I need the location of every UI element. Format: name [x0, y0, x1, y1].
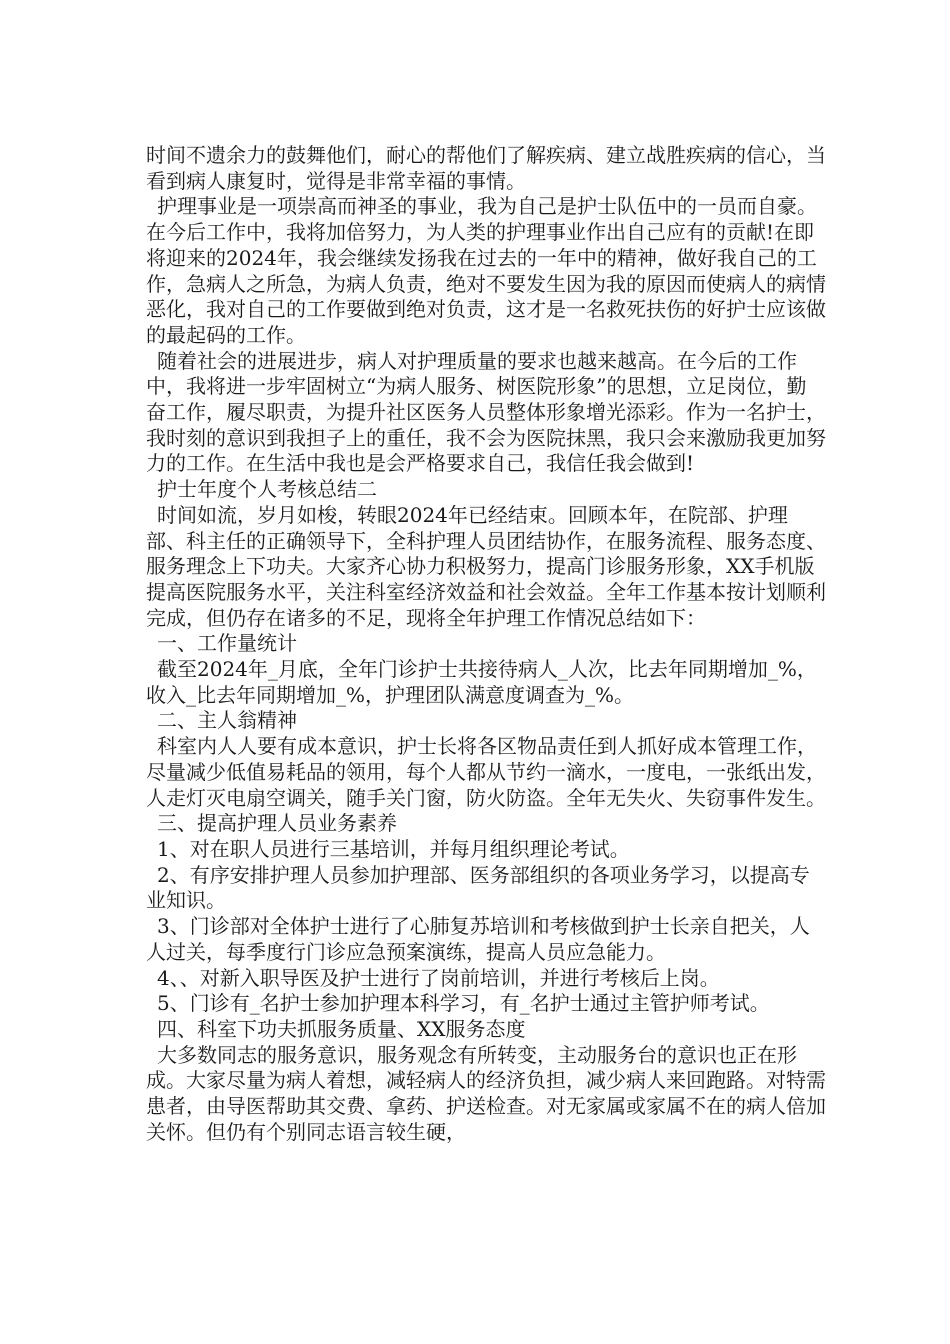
heading-service-quality: 四、科室下功夫抓服务质量、XX服务态度: [157, 1016, 526, 1041]
list-item-new-staff: 4、、对新入职导医及护士进行了岗前培训，并进行考核后上岗。: [157, 965, 720, 990]
section-title-summary-two: 护士年度个人考核总结二: [157, 477, 377, 502]
heading-improve-skills: 三、提高护理人员业务素养: [157, 811, 397, 836]
heading-workload-statistics: 一、工作量统计: [157, 631, 297, 656]
paragraph-social-progress: 随着社会的进展进步，病人对护理质量的要求也越来越高。在今后的工作中，我将进一步牢固树立“为病人服务、树医院形象”的思想，立足岗位，勤奋工作，履尽职责，为提升社区医务人员整体形象增光添彩。作为一名护士，我时刻的意识到我担子上的重任，我不会为医院抹黑，我只会来激励我更加努力的工作。在生活中我也是会严格要求自己，我信任我会做到!: [146, 348, 826, 476]
list-item-study: 2、有序安排护理人员参加护理部、医务部组织的各项业务学习，以提高专业知识。: [146, 862, 810, 913]
list-item-cpr: 3、门诊部对全体护士进行了心肺复苏培训和考核做到护士长亲自把关，人人过关，每季度行门诊应急预案演练，提高人员应急能力。: [146, 914, 810, 964]
document-body: [146, 143, 826, 1145]
list-item-training: 1、对在职人员进行三基培训，并每月组织理论考试。: [157, 836, 630, 861]
paragraph-year-review: 时间如流，岁月如梭，转眼2024年已经结束。回顾本年，在院部、护理部、科主任的正确领导下，全科护理人员团结协作，在服务流程、服务态度、服务理念上下功夫。大家齐心协力积极努力，提高门诊服务形象，XX手机版提高医院服务水平，关注科室经济效益和社会效益。全年工作基本按计划顺利完成，但仍存在诸多的不足，现将全年护理工作情况总结如下：: [146, 502, 826, 630]
paragraph-continuation: 时间不遗余力的鼓舞他们，耐心的帮他们了解疾病、建立战胜疾病的信心，当看到病人康复时，觉得是非常幸福的事情。: [146, 143, 826, 193]
paragraph-service-attitude: 大多数同志的服务意识，服务观念有所转变，主动服务台的意识也正在形成。大家尽量为病人着想，减轻病人的经济负担，减少病人来回跑路。对特需患者，由导医帮助其交费、拿药、护送检查。对无家属或家属不在的病人倍加关怀。但仍有个别同志语言较生硬，: [146, 1042, 826, 1144]
list-item-degree: 5、门诊有_名护士参加护理本科学习，有_名护士通过主管护师考试。: [157, 991, 770, 1016]
paragraph-cost-awareness: 科室内人人要有成本意识，护士长将各区物品责任到人抓好成本管理工作，尽量减少低值易耗品的领用，每个人都从节约一滴水，一度电，一张纸出发，人走灯灭电扇空调关，随手关门窗，防火防盗。全年无失火、失窃事件发生。: [146, 734, 826, 810]
paragraph-workload: 截至2024年_月底，全年门诊护士共接待病人_人次，比去年同期增加_%，收入_比去年同期增加_%，护理团队满意度调查为_%。: [146, 657, 817, 707]
paragraph-nursing-career: 护理事业是一项崇高而神圣的事业，我为自己是护士队伍中的一员而自豪。在今后工作中，我将加倍努力，为人类的护理事业作出自己应有的贡献!在即将迎来的2024年，我会继续发扬我在过去的一年中的精神，做好我自己的工作，急病人之所急，为病人负责，绝对不要发生因为我的原因而使病人的病情恶化，我对自己的工作要做到绝对负责，这才是一名救死扶伤的好护士应该做的最起码的工作。: [146, 194, 826, 347]
heading-ownership-spirit: 二、主人翁精神: [157, 708, 297, 733]
